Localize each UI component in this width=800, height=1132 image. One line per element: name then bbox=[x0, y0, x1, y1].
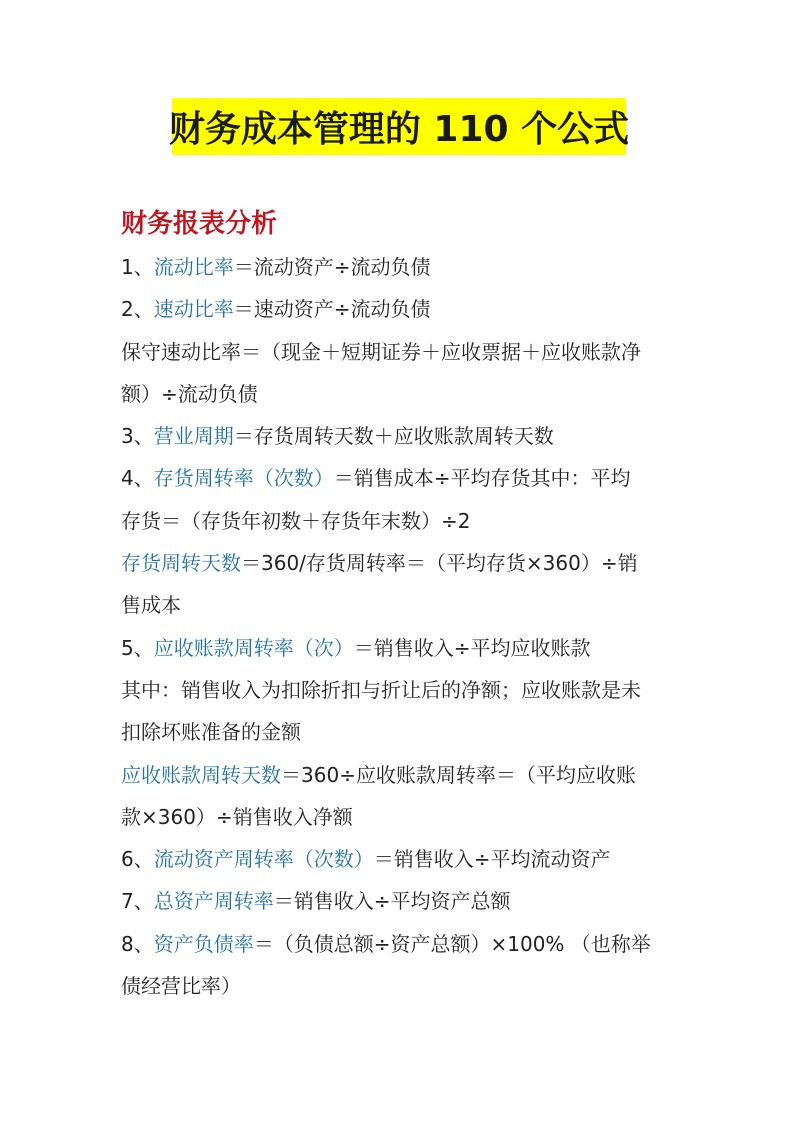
line-prefix: 2、 bbox=[121, 297, 154, 322]
line-prefix: 7、 bbox=[121, 889, 154, 914]
formula-text: 债经营比率） bbox=[121, 974, 241, 999]
section-heading: 财务报表分析 bbox=[121, 209, 278, 239]
formula-line bbox=[121, 796, 681, 838]
formula-line bbox=[121, 838, 681, 880]
formula-text: ＝存货周转天数＋应收账款周转天数 bbox=[233, 424, 554, 449]
line-prefix: 3、 bbox=[121, 424, 154, 449]
formula-text: ＝360/存货周转率＝（平均存货×360）÷销 bbox=[241, 551, 638, 576]
formula-text: ＝销售收入÷平均应收账款 bbox=[353, 635, 591, 660]
formula-term: 应收账款周转率（次） bbox=[153, 635, 354, 660]
line-prefix: 4、 bbox=[121, 466, 154, 491]
formula-line bbox=[121, 500, 681, 542]
formula-text: ＝销售成本÷平均存货其中：平均 bbox=[333, 466, 631, 491]
formula-text: 额）÷流动负债 bbox=[121, 381, 258, 406]
formula-text: ＝（负债总额÷资产总额）×100% （也称举 bbox=[253, 931, 651, 956]
line-prefix: 1、 bbox=[121, 255, 154, 279]
line-prefix: 8、 bbox=[121, 931, 154, 956]
formula-line bbox=[121, 711, 681, 753]
formula-term: 应收账款周转天数 bbox=[121, 762, 281, 787]
formula-term: 存货周转率（次数） bbox=[153, 466, 334, 491]
formula-text: 存货＝（存货年初数＋存货年末数）÷2 bbox=[121, 508, 471, 533]
formula-text: ＝360÷应收账款周转率＝（平均应收账 bbox=[281, 762, 636, 787]
formula-line bbox=[121, 880, 681, 922]
formula-text: 其中：销售收入为扣除折扣与折让后的净额；应收账款是未 bbox=[121, 677, 641, 702]
formula-line bbox=[121, 584, 681, 626]
formula-line bbox=[121, 415, 681, 457]
formula-text: ＝速动资产÷流动负债 bbox=[233, 297, 431, 322]
page-title: 财务成本管理的 110 个公式 bbox=[168, 109, 630, 150]
formula-term: 营业周期 bbox=[153, 424, 234, 449]
formula-term: 资产负债率 bbox=[153, 931, 254, 956]
formula-text: 扣除坏账准备的金额 bbox=[121, 720, 301, 745]
formula-line bbox=[121, 669, 681, 711]
formula-line bbox=[121, 923, 681, 965]
formula-text: ＝销售收入÷平均资产总额 bbox=[273, 889, 511, 914]
formula-term: 总资产周转率 bbox=[153, 889, 274, 914]
formula-list bbox=[121, 246, 681, 1007]
line-prefix: 5、 bbox=[121, 635, 154, 660]
formula-text: 款×360）÷销售收入净额 bbox=[121, 804, 353, 829]
formula-text: ＝流动资产÷流动负债 bbox=[233, 255, 431, 279]
formula-line bbox=[121, 246, 681, 288]
formula-line bbox=[121, 627, 681, 669]
formula-term: 速动比率 bbox=[153, 297, 234, 322]
formula-term: 流动比率 bbox=[153, 255, 234, 279]
formula-line bbox=[121, 288, 681, 330]
formula-text: 售成本 bbox=[121, 593, 181, 618]
formula-line bbox=[121, 965, 681, 1007]
title-banner bbox=[168, 98, 630, 155]
formula-text: 保守速动比率＝（现金＋短期证券＋应收票据＋应收账款净 bbox=[121, 339, 641, 364]
formula-term: 流动资产周转率（次数） bbox=[153, 847, 374, 872]
line-prefix: 6、 bbox=[121, 847, 154, 872]
formula-text: ＝销售收入÷平均流动资产 bbox=[373, 847, 611, 872]
formula-line bbox=[121, 373, 681, 415]
formula-line bbox=[121, 331, 681, 373]
formula-line bbox=[121, 754, 681, 796]
formula-line bbox=[121, 542, 681, 584]
formula-term: 存货周转天数 bbox=[121, 551, 241, 576]
formula-line bbox=[121, 457, 681, 499]
